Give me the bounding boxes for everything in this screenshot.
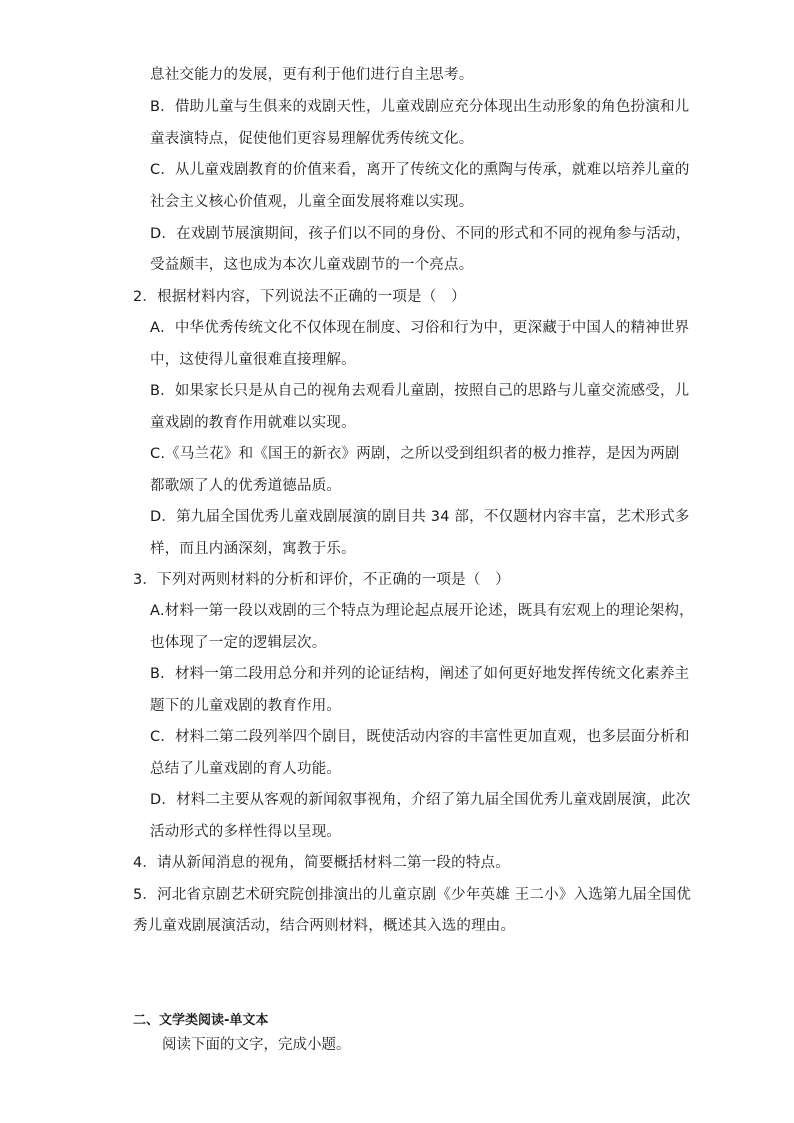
option-a-line: A.材料一第一段以戏剧的三个特点为理论起点展开论述，既具有宏观上的理论架构， bbox=[150, 603, 694, 619]
text-line: 都歌颂了人的优秀道德品质。 bbox=[150, 478, 342, 494]
option-d-line: D．在戏剧节展演期间，孩子们以不同的身份、不同的形式和不同的视角参与活动， bbox=[150, 226, 691, 242]
question-5: 5．河北省京剧艺术研究院创排演出的儿童京剧《少年英雄 王二小》入选第九届全国优 bbox=[133, 887, 692, 903]
text-line: 社会主义核心价值观，儿童全面发展将难以实现。 bbox=[150, 194, 474, 210]
option-b-line: B．材料一第二段用总分和并列的论证结构，阐述了如何更好地发挥传统文化素养主 bbox=[150, 666, 690, 682]
option-c-line: C．材料二第二段列举四个剧目，既使活动内容的丰富性更加直观，也多层面分析和 bbox=[150, 729, 690, 745]
text-line: 样，而且内涵深刻，寓教于乐。 bbox=[150, 541, 356, 557]
text-line: 题下的儿童戏剧的教育作用。 bbox=[150, 698, 342, 714]
option-c-line: C.《马兰花》和《国王的新衣》两剧，之所以受到组织者的极力推荐，是因为两剧 bbox=[150, 446, 680, 462]
text-line: 活动形式的多样性得以呈现。 bbox=[150, 824, 342, 840]
text-line: 总结了儿童戏剧的育人功能。 bbox=[150, 761, 342, 777]
text-line: 童表演特点，促使他们更容易理解优秀传统文化。 bbox=[150, 131, 474, 147]
option-b-line: B．如果家长只是从自己的视角去观看儿童剧，按照自己的思路与儿童交流感受，儿 bbox=[150, 383, 690, 399]
text-line: 中，这使得儿童很难直接理解。 bbox=[150, 352, 356, 368]
question-2: 2．根据材料内容，下列说法不正确的一项是（ ） bbox=[133, 289, 466, 305]
text-line: 息社交能力的发展，更有利于他们进行自主思考。 bbox=[150, 67, 474, 83]
text-line: 秀儿童戏剧展演活动，结合两则材料，概述其入选的理由。 bbox=[133, 918, 516, 934]
option-d-line: D．第九届全国优秀儿童戏剧展演的剧目共 34 部，不仅题材内容丰富，艺术形式多 bbox=[150, 509, 690, 525]
text-line: 也体现了一定的逻辑层次。 bbox=[150, 635, 327, 651]
option-c-line: C．从儿童戏剧教育的价值来看，离开了传统文化的熏陶与传承，就难以培养儿童的 bbox=[150, 162, 690, 178]
section-intro: 阅读下面的文字，完成小题。 bbox=[162, 1037, 351, 1053]
section-heading: 二、文学类阅读-单文本 bbox=[133, 1013, 269, 1028]
option-a-line: A．中华优秀传统文化不仅体现在制度、习俗和行为中，更深藏于中国人的精神世界 bbox=[150, 320, 690, 336]
text-line: 童戏剧的教育作用就难以实现。 bbox=[150, 415, 356, 431]
question-3: 3．下列对两则材料的分析和评价，不正确的一项是（ ） bbox=[133, 572, 510, 588]
question-4: 4．请从新闻消息的视角，简要概括材料二第一段的特点。 bbox=[133, 855, 510, 871]
option-b-line: B．借助儿童与生俱来的戏剧天性，儿童戏剧应充分体现出生动形象的角色扮演和儿 bbox=[150, 99, 690, 115]
text-line: 受益颇丰，这也成为本次儿童戏剧节的一个亮点。 bbox=[150, 257, 474, 273]
option-d-line: D．材料二主要从客观的新闻叙事视角，介绍了第九届全国优秀儿童戏剧展演，此次 bbox=[150, 792, 691, 808]
